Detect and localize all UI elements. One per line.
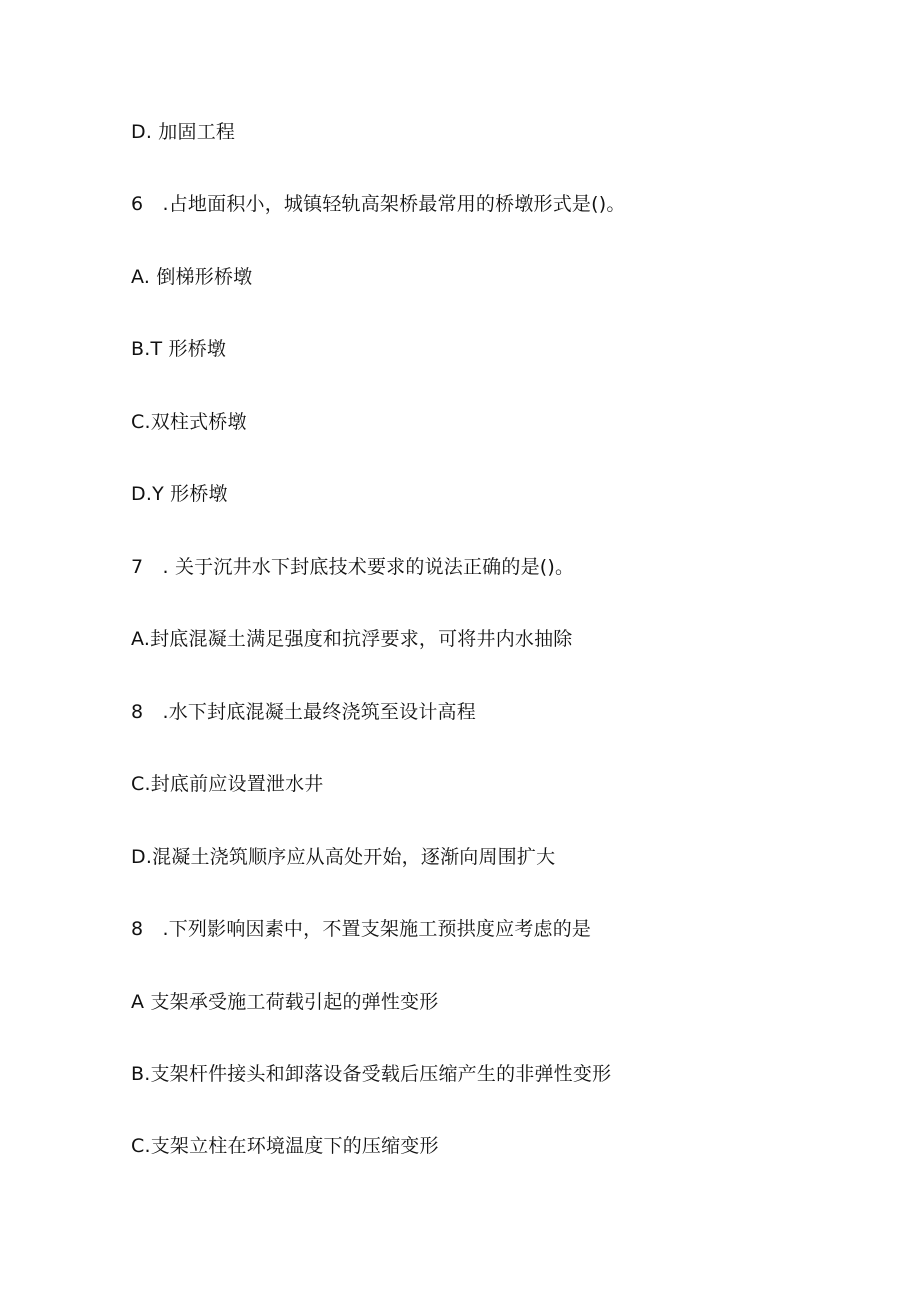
- answer-option-c-q6: C.双柱式桥墩: [131, 411, 247, 433]
- question-7-text: 7 . 关于沉井水下封底技术要求的说法正确的是()。: [131, 556, 575, 578]
- question-6-text: 6 .占地面积小，城镇轻轨高架桥最常用的桥墩形式是()。: [131, 193, 626, 215]
- answer-option-d-q6: D.Y 形桥墩: [131, 483, 228, 505]
- answer-option-a-q7: A.封底混凝土满足强度和抗浮要求，可将井内水抽除: [131, 628, 573, 650]
- answer-option-d-q7: D.混凝土浇筑顺序应从高处开始，逐渐向周围扩大: [131, 846, 556, 868]
- answer-option-b-q8: B.支架杆件接头和卸落设备受载后压缩产生的非弹性变形: [131, 1063, 612, 1085]
- answer-option-c-q8: C.支架立柱在环境温度下的压缩变形: [131, 1135, 439, 1157]
- answer-option-b-q6: B.T 形桥墩: [131, 338, 227, 360]
- question-8-text: 8 .下列影响因素中，不置支架施工预拱度应考虑的是: [131, 918, 592, 940]
- answer-option-a-q8: A 支架承受施工荷载引起的弹性变形: [131, 991, 439, 1013]
- answer-option-d-q5: D. 加固工程: [131, 121, 236, 143]
- answer-option-c-q7: C.封底前应设置泄水井: [131, 773, 324, 795]
- answer-option-b-q7: 8 .水下封底混凝土最终浇筑至设计高程: [131, 701, 476, 723]
- answer-option-a-q6: A. 倒梯形桥墩: [131, 266, 253, 288]
